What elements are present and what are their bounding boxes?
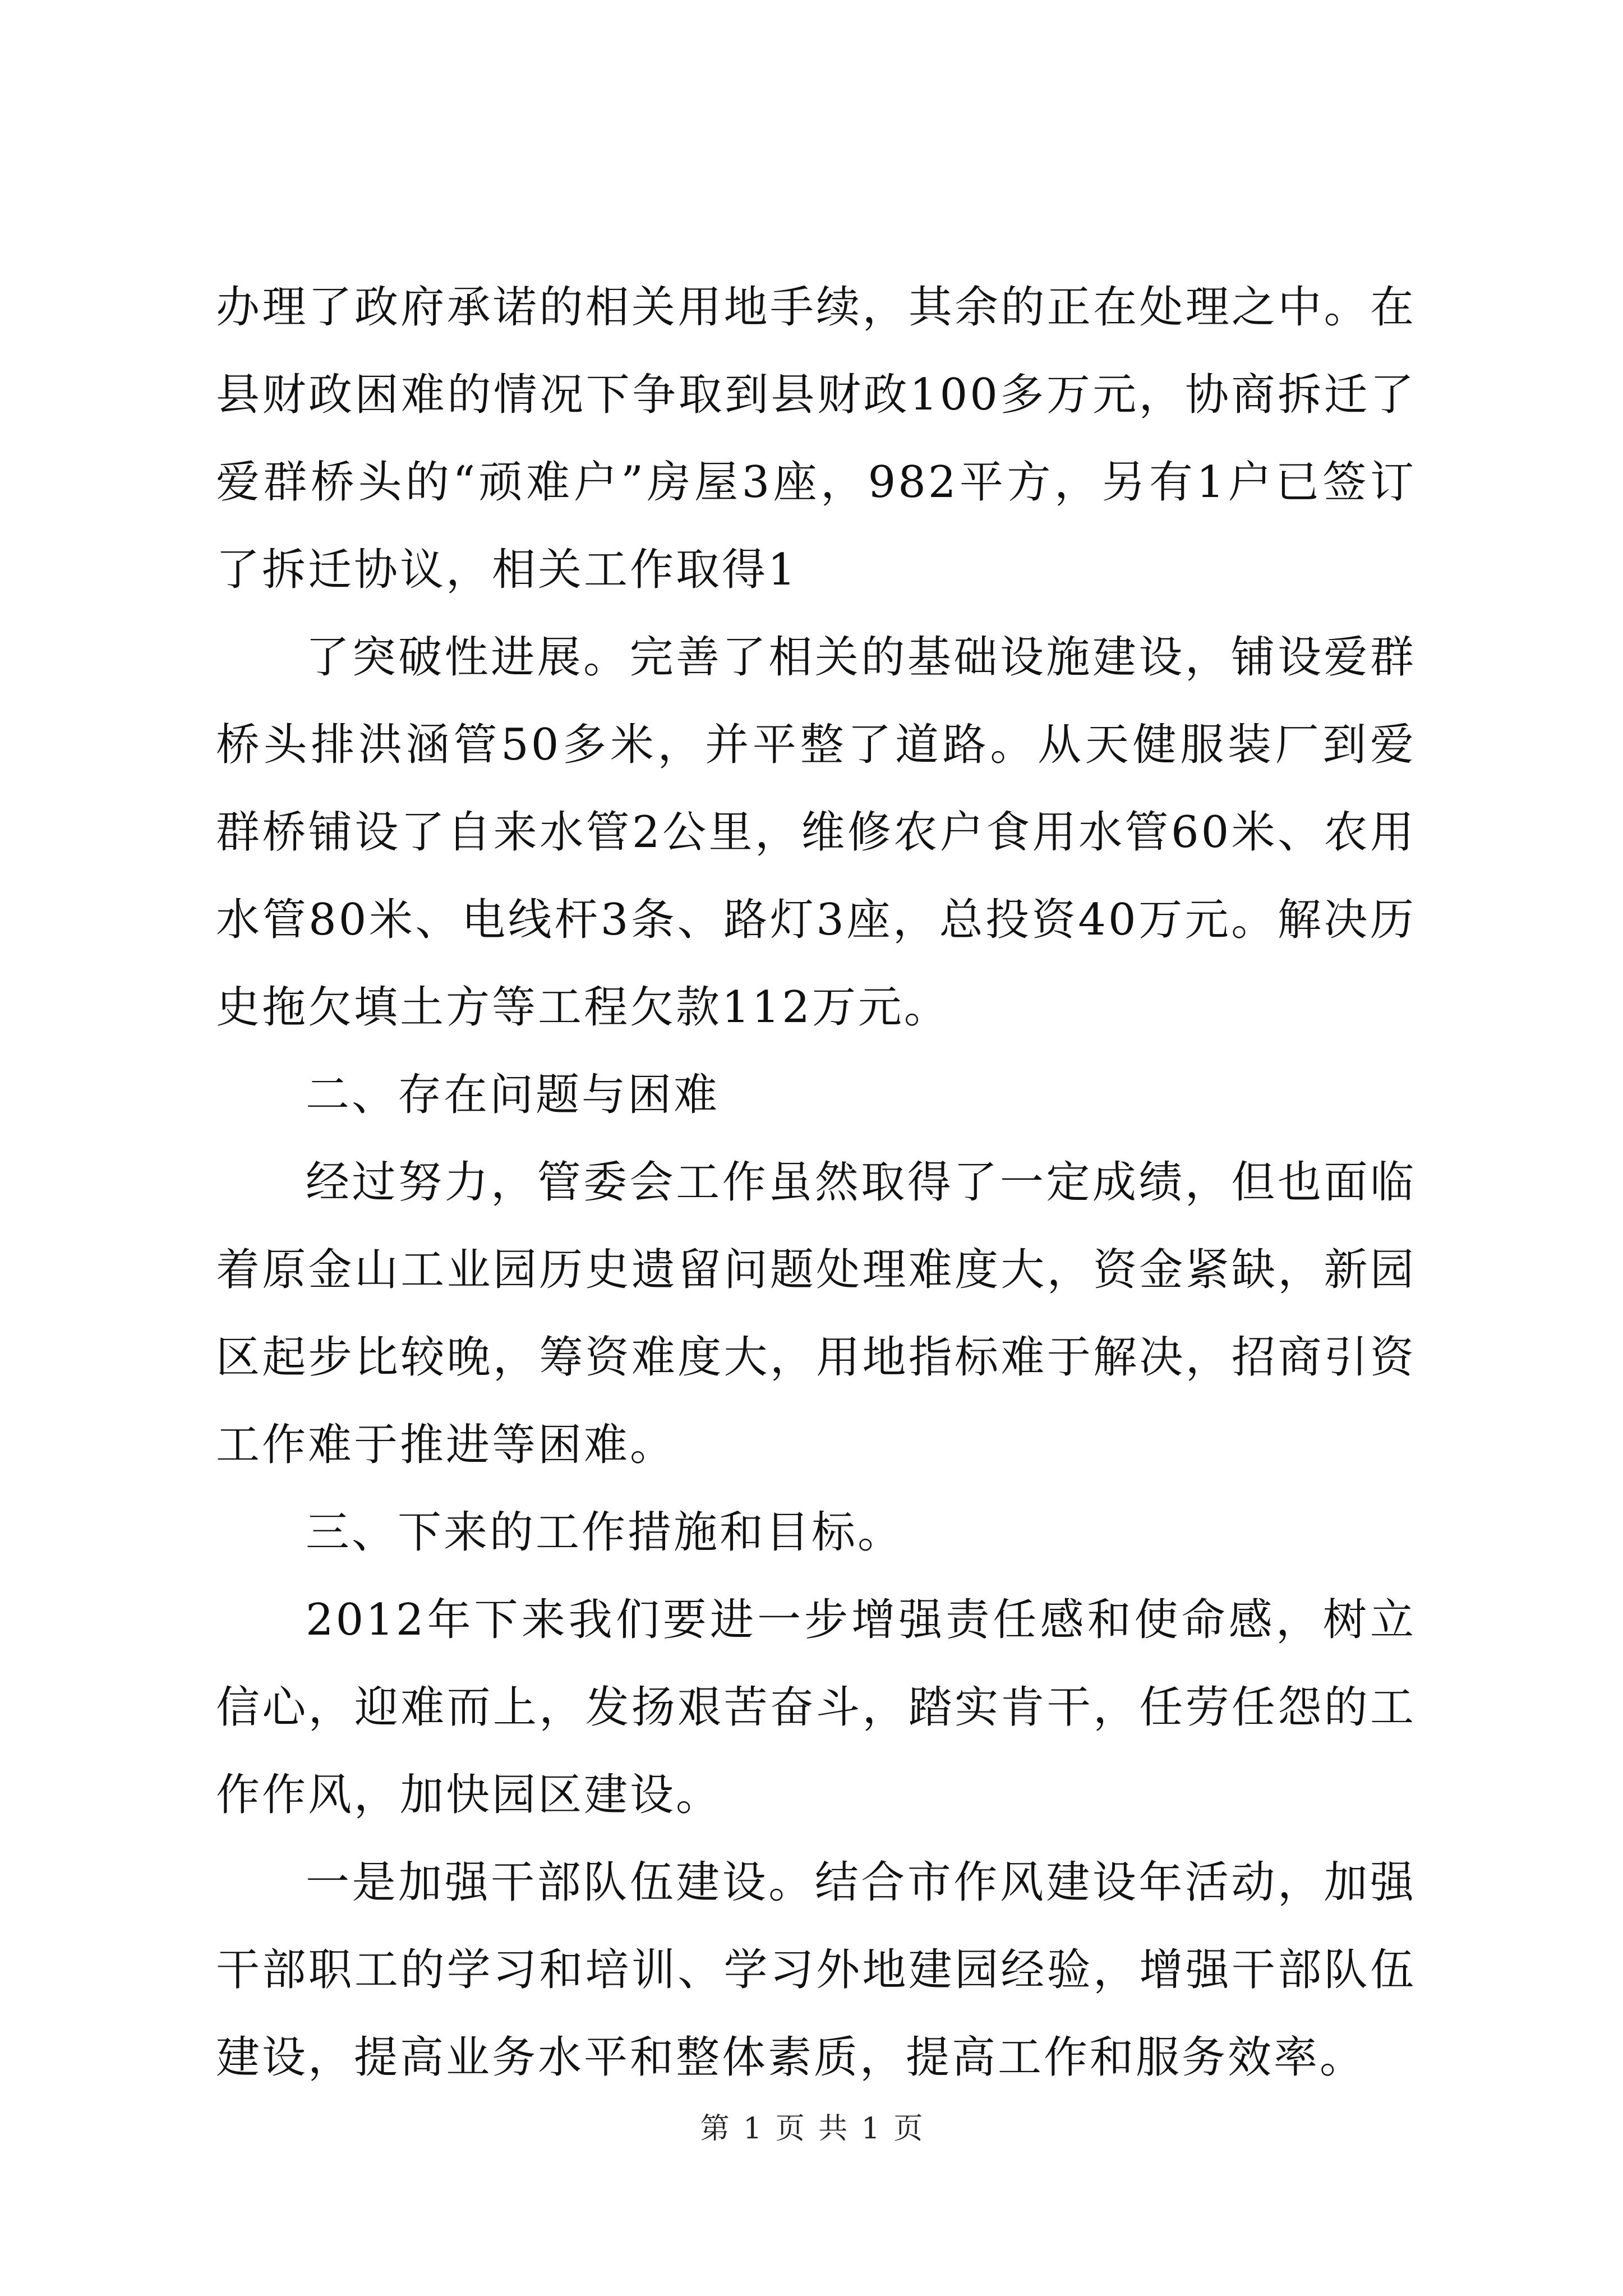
- section-heading-problems: 二、存在问题与困难: [306, 1070, 720, 1120]
- paragraph-5: 一是加强干部队伍建设。结合市作风建设年活动，加强干部职工的学习和培训、学习外地建园经验，增强干部队伍建设，提高业务水平和整体素质，提高工作和服务效率。: [216, 1857, 1416, 2083]
- document-body: [216, 264, 1416, 2101]
- section-heading-measures: 三、下来的工作措施和目标。: [306, 1507, 904, 1558]
- paragraph-2: 了突破性进展。完善了相关的基础设施建设，铺设爱群桥头排洪涵管50多米，并平整了道路。从天健服装厂到爱群桥铺设了自来水管2公里，维修农户食用水管60米、农用水管80米、电线杆3条、路灯3座，总投资40万元。解决历史拖欠填土方等工程欠款112万元。: [216, 632, 1416, 1033]
- paragraph-3: 经过努力，管委会工作虽然取得了一定成绩，但也面临着原金山工业园历史遗留问题处理难度大，资金紧缺，新园区起步比较晚，筹资难度大，用地指标难于解决，招商引资工作难于推进等困难。: [216, 1157, 1416, 1470]
- paragraph-1: 办理了政府承诺的相关用地手续，其余的正在处理之中。在县财政困难的情况下争取到县财政100多万元，协商拆迁了爱群桥头的“顽难户”房屋3座，982平方，另有1户已签订了拆迁协议，相关工作取得1: [216, 282, 1416, 595]
- page-footer: 第 1 页 共 1 页: [700, 2112, 923, 2146]
- paragraph-4: 2012年下来我们要进一步增强责任感和使命感，树立信心，迎难而上，发扬艰苦奋斗，踏实肯干，任劳任怨的工作作风，加快园区建设。: [216, 1595, 1416, 1820]
